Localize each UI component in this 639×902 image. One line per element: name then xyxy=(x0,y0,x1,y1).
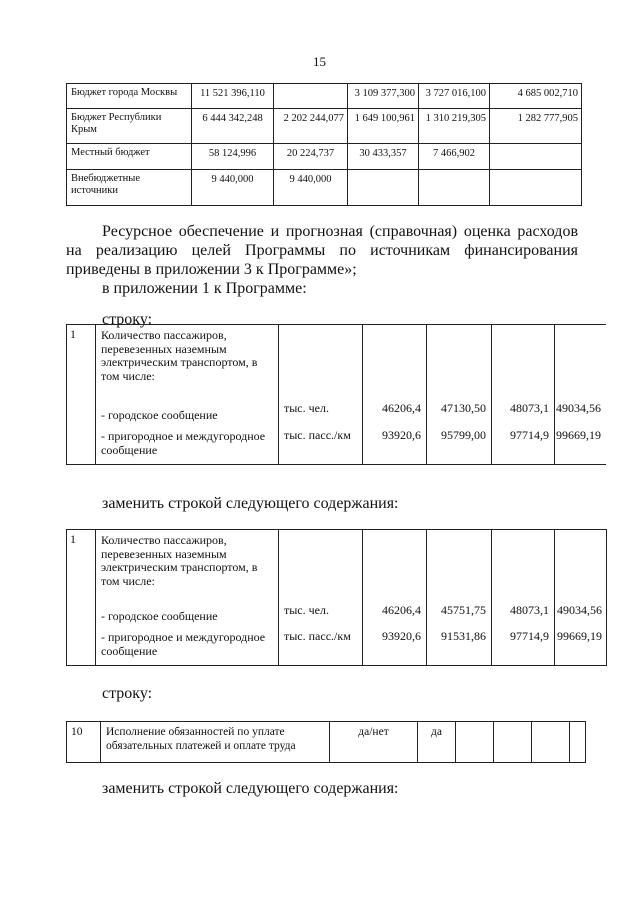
unit-suburban: тыс. пасс./км xyxy=(284,428,351,442)
budget-cell: 7 466,902 xyxy=(419,144,490,170)
unit-cell xyxy=(279,530,363,666)
value-suburban: 97714,9 xyxy=(510,629,549,643)
budget-cell: 6 444 342,248 xyxy=(192,109,274,144)
value-cell: да xyxy=(418,722,456,763)
row-description xyxy=(96,325,279,465)
budget-cell: 3 109 377,300 xyxy=(348,84,419,109)
table-row xyxy=(67,325,607,465)
sub-urban-label: - городское сообщение xyxy=(101,609,218,623)
budget-cell: 1 310 219,305 xyxy=(419,109,490,144)
budget-cell: 30 433,357 xyxy=(348,144,419,170)
budget-source-label: Местный бюджет xyxy=(67,144,192,170)
unit-suburban: тыс. пасс./км xyxy=(284,629,351,643)
value-cell xyxy=(555,325,607,465)
row-label-10: строку: xyxy=(102,685,153,702)
value-urban: 49034,56 xyxy=(556,401,601,415)
budget-cell: 4 685 002,710 xyxy=(490,84,582,109)
sub-urban-label: - городское сообщение xyxy=(101,408,218,422)
value-cell xyxy=(555,530,607,666)
page-number: 15 xyxy=(313,54,326,69)
value-cell xyxy=(570,722,586,763)
old-row-table-wrap xyxy=(66,324,606,466)
unit-cell: да/нет xyxy=(330,722,418,763)
value-urban: 48073,1 xyxy=(510,401,549,415)
budget-row xyxy=(67,109,582,144)
value-cell xyxy=(456,722,494,763)
old-row-table xyxy=(66,324,606,465)
budget-cell xyxy=(490,144,582,170)
row-label-old: строку: xyxy=(102,311,153,328)
budget-cell: 9 440,000 xyxy=(274,170,348,206)
budget-cell: 1 649 100,961 xyxy=(348,109,419,144)
budget-cell: 2 202 244,077 xyxy=(274,109,348,144)
value-cell xyxy=(427,325,492,465)
value-cell xyxy=(494,722,532,763)
value-cell xyxy=(492,530,555,666)
budget-row xyxy=(67,84,582,109)
budget-source-label: Бюджет города Москвы xyxy=(67,84,192,109)
table-row xyxy=(67,530,607,666)
value-urban: 46206,4 xyxy=(382,603,421,617)
budget-cell: 11 521 396,110 xyxy=(192,84,274,109)
value-suburban: 91531,86 xyxy=(441,629,486,643)
budget-row xyxy=(67,144,582,170)
resource-paragraph-text: Ресурсное обеспечение и прогнозная (справочная) оценка расходов на реализацию целей Программы по источникам финансирования приведены в приложении 3 к Программе»; xyxy=(66,223,578,278)
budget-source-label: Бюджет Республики Крым xyxy=(67,109,192,144)
budget-cell: 58 124,996 xyxy=(192,144,274,170)
indicator-title: Количество пассажиров, перевезенных наземным электрическим транспортом, в том числе: xyxy=(101,328,258,383)
value-cell xyxy=(492,325,555,465)
budget-source-label: Внебюджетные источники xyxy=(67,170,192,206)
value-urban: 47130,50 xyxy=(441,401,486,415)
row-description: Исполнение обязанностей по уплате обязательных платежей и оплате труда xyxy=(101,722,330,763)
replace-label-1: заменить строкой следующего содержания: xyxy=(102,495,399,512)
table-row xyxy=(67,722,586,763)
budget-cell: 20 224,737 xyxy=(274,144,348,170)
unit-cell xyxy=(279,325,363,465)
resource-paragraph xyxy=(66,222,578,279)
budget-cell xyxy=(348,170,419,206)
budget-cell xyxy=(419,170,490,206)
value-cell xyxy=(532,722,570,763)
value-suburban: 99669,19 xyxy=(557,629,602,643)
row-number: 10 xyxy=(67,722,101,763)
budget-cell: 3 727 016,100 xyxy=(419,84,490,109)
value-suburban: 99669,19 xyxy=(556,428,601,442)
value-suburban: 97714,9 xyxy=(510,428,549,442)
budget-cell xyxy=(490,170,582,206)
budget-cell xyxy=(274,84,348,109)
row-number: 1 xyxy=(67,325,96,465)
indicator-title: Количество пассажиров, перевезенных наземным электрическим транспортом, в том числе: xyxy=(101,533,258,588)
value-urban: 49034,56 xyxy=(557,603,602,617)
value-urban: 46206,4 xyxy=(382,401,421,415)
unit-urban: тыс. чел. xyxy=(284,603,329,617)
row-description xyxy=(96,530,279,666)
value-cell xyxy=(363,325,427,465)
row-10-table xyxy=(66,721,586,763)
value-urban: 48073,1 xyxy=(510,603,549,617)
value-suburban: 93920,6 xyxy=(382,629,421,643)
budget-table xyxy=(66,83,582,206)
sub-suburban-label: - пригородное и междугородное сообщение xyxy=(101,429,266,457)
value-urban: 45751,75 xyxy=(441,603,486,617)
unit-urban: тыс. чел. xyxy=(284,401,329,415)
value-cell xyxy=(427,530,492,666)
appendix-1-intro: в приложении 1 к Программе: xyxy=(102,280,307,297)
sub-suburban-label: - пригородное и междугородное сообщение xyxy=(101,630,266,658)
replace-label-2: заменить строкой следующего содержания: xyxy=(102,780,399,797)
budget-cell: 1 282 777,905 xyxy=(490,109,582,144)
value-suburban: 93920,6 xyxy=(382,428,421,442)
new-row-table xyxy=(66,529,607,666)
budget-cell: 9 440,000 xyxy=(192,170,274,206)
budget-row xyxy=(67,170,582,206)
value-cell xyxy=(363,530,427,666)
row-number: 1 xyxy=(67,530,96,666)
value-suburban: 95799,00 xyxy=(441,428,486,442)
